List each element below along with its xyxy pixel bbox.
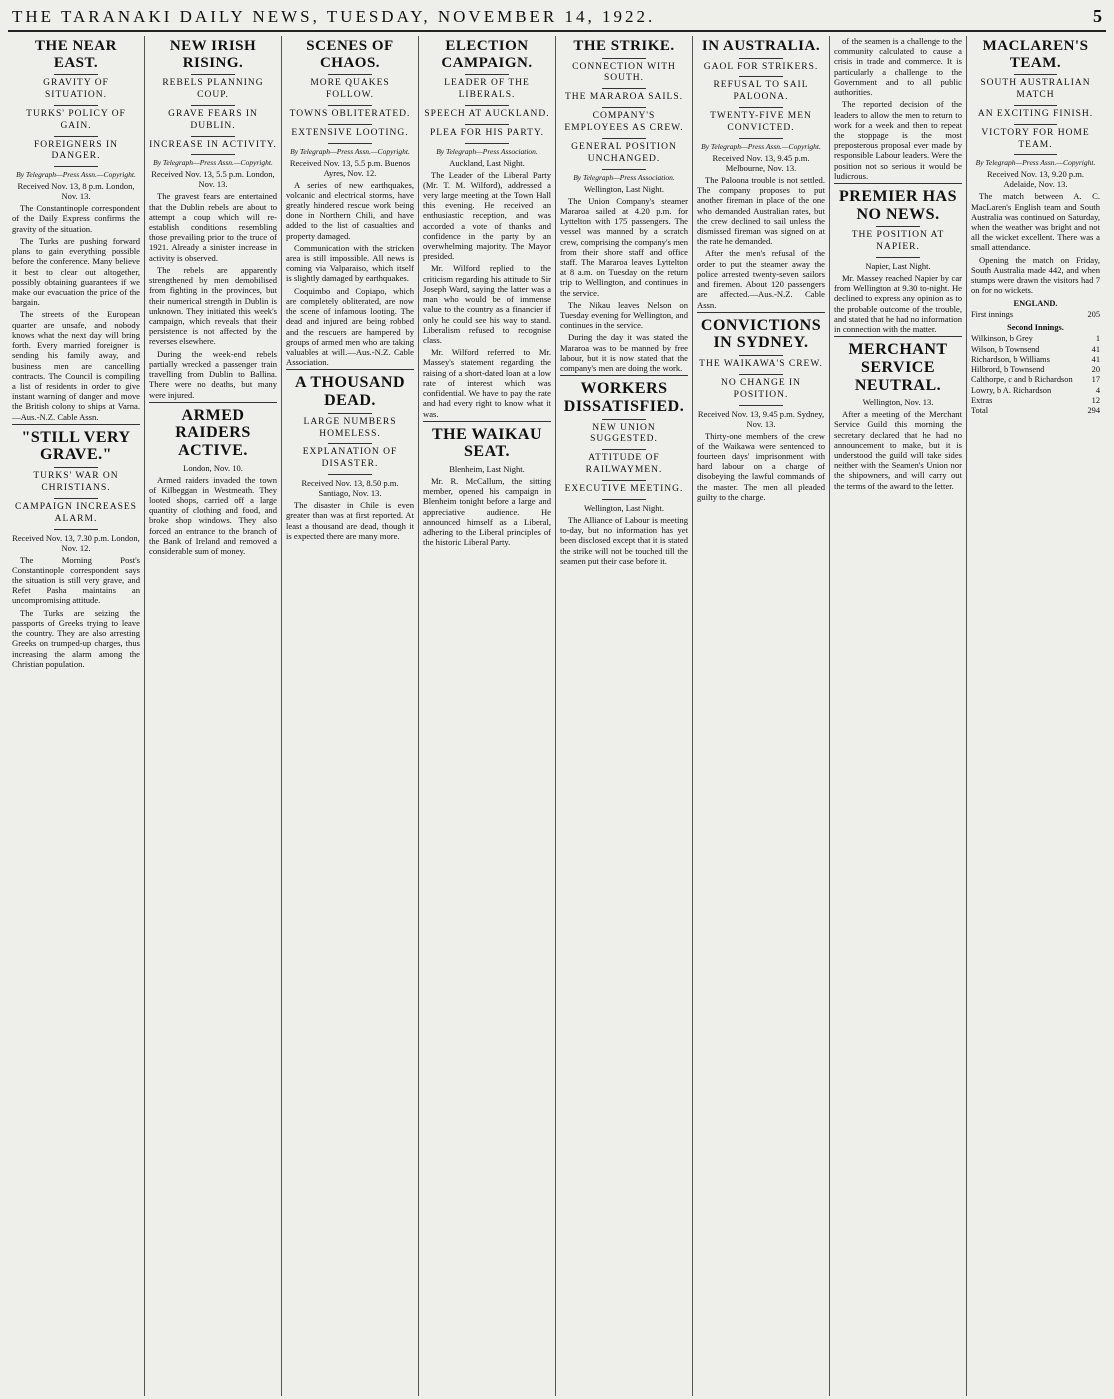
byline: By Telegraph—Press Assn.—Copyright. [701,141,821,151]
divider-rule [191,74,235,75]
headline: THE NEAR EAST. [35,38,117,71]
divider-rule [328,443,372,444]
dateline: Blenheim, Last Night. [449,463,525,474]
paragraph: The Union Company's steamer Mararoa sailed at 4.20 p.m. for Lyttelton with 175 passengers. The vessel was manned by a scratch crew, comprising the company's men from their shore staff and office staff. The Mararoa leaves Lyttelton at 8 a.m. on Tuesday on the return trip to Wellington, and continues in the service. [560,195,688,298]
subheading: TURKS' WAR ON CHRISTIANS. [33,471,119,493]
divider-rule [328,474,372,475]
divider-rule [602,88,646,89]
paragraph: After a meeting of the Merchant Service Guild this morning the secretary declared that he had no announcement to make, but it is understood the guild will take sides neither with the Seamen's Union nor the shipowners, and will carry out the terms of the award to the letter. [834,409,962,491]
article [286,38,414,367]
subheading: THE WAIKAWA'S CREW. [699,358,823,369]
batsman: Calthorpe, c and b Richardson [971,375,1073,385]
masthead [8,6,1106,32]
subheading: VICTORY FOR HOME TEAM. [981,127,1090,150]
batsman: Richardson, b Williams [971,354,1050,364]
byline: By Telegraph—Press Association. [436,146,538,156]
score-row [971,334,1100,344]
subheading: LARGE NUMBERS HOMELESS. [303,416,397,439]
paragraph: The Leader of the Liberal Party (Mr. T. M. Wilford), addressed a very large meeting at the Town Hall this evening. He received an enthusiastic reception, and was accorded a vote of thanks and confidence in the party by an overwhelming majority. The Mayor presided. [423,169,551,262]
column-3 [282,36,419,1396]
score-row [971,355,1100,365]
divider-rule [191,154,235,155]
subheading: THE MARAROA SAILS. [564,92,684,103]
divider-rule [739,107,783,108]
subheading: TURKS' POLICY OF GAIN. [26,108,126,131]
subheading: CONNECTION WITH SOUTH. [572,61,676,84]
innings-label: First innings [971,309,1014,319]
divider-rule [328,143,372,144]
headline: THE WAIKAU SEAT. [423,421,551,461]
dateline: Received Nov. 13, 9.45 p.m. Sydney, Nov. 13. [697,408,825,429]
divider-rule [602,58,646,59]
paragraph: During the week-end rebels partially wrecked a passenger train travelling from Dublin to Ballina. There were no deaths, but many were injured. [149,348,277,400]
dateline: Received Nov. 13, 9.45 p.m. Melbourne, Nov. 13. [712,152,810,173]
divider-rule [54,166,98,167]
divider-rule [1014,154,1058,155]
divider-rule [739,374,783,375]
runs: 41 [1091,344,1100,354]
masthead-title: THE TARANAKI DAILY NEWS, TUESDAY, NOVEMBER 14, 1922. [12,7,656,26]
article [834,336,962,491]
subheading: LEADER OF THE LIBERALS. [444,78,530,100]
paragraph: Communication with the stricken area is still impossible. All news is coming via Valparaiso, which itself is slightly damaged by earthquakes. [286,242,414,284]
divider-rule [54,74,98,75]
paragraph: Mr. R. McCallum, the sitting member, opened his campaign in Blenheim tonight before a large and appreciative audience. He announced himself as a Liberal, adhering to the Liberal principles of the historic Liberal Party. [423,475,551,548]
subheading: PLEA FOR HIS PARTY. [430,127,544,138]
headline: CONVICTIONS IN SYDNEY. [697,312,825,352]
byline: By Telegraph—Press Assn.—Copyright. [153,158,273,168]
dateline: Received Nov. 13, 8 p.m. London, Nov. 13. [17,181,135,202]
divider-rule [739,58,783,59]
paragraph: The gravest fears are entertained that the Dublin rebels are about to attempt a coup which will re-establish conditions resembling those prevailing prior to the truce of 1921. Already a sinister increase in activity is observed. [149,191,277,263]
divider-rule [602,449,646,450]
article [834,36,962,181]
byline: By Telegraph—Press Association. [573,172,675,182]
headline: ARMED RAIDERS ACTIVE. [149,402,277,460]
score-row [971,386,1100,396]
headline: WORKERS DISSATISFIED. [560,375,688,415]
total-value: 294 [1087,406,1100,416]
headline: PREMIER HAS NO NEWS. [834,183,962,223]
article [560,38,688,373]
divider-rule [602,480,646,481]
batsman: Wilson, b Townsend [971,344,1040,354]
article [697,38,825,310]
headline: SCENES OF CHAOS. [306,38,394,71]
divider-rule [54,529,98,530]
dateline: Received Nov. 13, 9.20 p.m. Adelaide, Nov. 13. [987,169,1084,190]
subheading: INCREASE IN ACTIVITY. [149,139,277,150]
paragraph: The Paloona trouble is not settled. The company proposes to put another fireman in place of the one who demanded Australian rates, but the crew declined to sail unless the dismissed fireman was signed on at the rate he demanded. [697,174,825,247]
subheading: ATTITUDE OF RAILWAYMEN. [585,453,663,476]
score-row [971,396,1100,406]
paragraph: Mr. Wilford referred to Mr. Massey's statement regarding the raising of a short-dated loan at a low rate of interest which was confidential. We have to pay the rate and had every right to know what it was. [423,347,551,419]
headline: NEW IRISH RISING. [169,38,257,71]
headline: IN AUSTRALIA. [701,38,821,54]
paragraph: The disaster in Chile is even greater than was at first reported. At least a thousand are dead, though it is expected there are many more. [286,500,414,541]
subheading: NEW UNION SUGGESTED. [590,422,658,445]
paragraph: The Alliance of Labour is meeting to-day, but no information has yet been disclosed except that it is stated the strike will not be touched till the seamen put their case before it. [560,514,688,566]
subheading: TOWNS OBLITERATED. [289,108,411,119]
subheading: COMPANY'S EMPLOYEES AS CREW. [564,111,684,133]
innings-total: 205 [1087,309,1100,319]
paragraph: of the seamen is a challenge to the community calculated to cause a crisis in trade and commerce. It is particularly a challenge to the Government and to all public authorities. [834,36,962,98]
paragraph: The rebels are apparently strengthened by men demobilised from fighting in the provinces, but their numerical strength in Dublin is unknown. They initiated this week's campaign, which reveals that their persistence is not affected by the reverses elsewhere. [149,264,277,347]
divider-rule [876,257,920,258]
paragraph: The match between A. C. MacLaren's English team and South Australia was continued on Saturday, when the weather was bright and not all the wicket excellent. There was a small attendance. [971,191,1100,253]
subheading: GAOL FOR STRIKERS. [703,61,819,72]
subheading: GENERAL POSITION UNCHANGED. [571,141,677,164]
column-2 [145,36,282,1396]
runs: 12 [1091,395,1100,405]
batsman: Lowry, b A. Richardson [971,385,1052,395]
article [971,38,1100,296]
subheading: NO CHANGE IN POSITION. [720,377,802,400]
paragraph: The reported decision of the leaders to allow the men to return to work for a week and then to repeat the stoppage is the most preposterous proposal ever made by responsible Labour leaders. Were the position not so serious it would be ludicrous. [834,99,962,181]
subheading: GRAVITY OF SITUATION. [43,78,109,100]
dateline: Auckland, Last Night. [449,157,525,168]
article [12,38,140,422]
subheading: THE POSITION AT NAPIER. [851,230,945,253]
divider-rule [739,405,783,406]
batsman: Extras [971,395,993,405]
subheading: CAMPAIGN INCREASES ALARM. [15,501,137,524]
divider-rule [328,74,372,75]
divider-rule [876,226,920,227]
paragraph: A series of new earthquakes, volcanic and electrical storms, have greatly hindered rescue work being done in Northern Chili, and have added to the list of casualties and property damaged. [286,179,414,241]
dateline: Wellington, Last Night. [583,502,665,513]
paragraph: Thirty-one members of the crew of the Waikawa were sentenced to fourteen days' imprisonment with hard labour on a charge of disobeying the lawful commands of the master. The men all pleaded guilty to the charge. [697,430,825,502]
subheading: AN EXCITING FINISH. [977,108,1094,119]
divider-rule [54,498,98,499]
divider-rule [1014,105,1058,106]
subheading: MORE QUAKES FOLLOW. [310,78,390,100]
dateline: London, Nov. 10. [183,462,243,473]
paragraph: The streets of the European quarter are unsafe, and nobody knows what the next day will bring forth. Every married foreigner is sending his family away, and business men are cancelling contracts. The Council is compiling a list of residents in order to give instant warning of danger and move the British colony to ships at Varna.—Aus.-N.Z. Cable Assn. [12,309,140,422]
page-number: 5 [1093,6,1102,26]
article [149,402,277,557]
score-row [971,345,1100,355]
paragraph: After the men's refusal of the order to put the steamer away the police arrested twenty-seven sailors and firemen. About 120 passengers are affected.—Aus.-N.Z. Cable Assn. [697,248,825,310]
divider-rule [739,76,783,77]
divider-rule [602,499,646,500]
paragraph: The Nikau leaves Nelson on Tuesday evening for Wellington, and continues in the service. [560,299,688,331]
article [423,421,551,548]
paragraph: Armed raiders invaded the town of Kilbeggan in Westmeath. They looted shops, carried off a large quantity of clothing and food, and broke shop windows. They also forced an entrance to the branch of the Bank of Ireland and removed a considerable sum of money. [149,474,277,557]
batsman: Wilkinson, b Grey [971,334,1033,344]
divider-rule [328,105,372,106]
paragraph: Mr. Massey reached Napier by car from Wellington at 9.30 to-night. He declined to express any opinion as to the probable outcome of the trouble, and stated that he had no information in connection with the matter. [834,273,962,335]
dateline: Received Nov. 13, 7.30 p.m. London, Nov. 12. [12,532,140,553]
column-8 [967,36,1104,1396]
divider-rule [1014,124,1058,125]
scorecard-title: ENGLAND. [1013,298,1058,308]
headline: THE STRIKE. [573,38,675,54]
column-1 [8,36,145,1396]
total-label: Total [971,406,989,416]
runs: 17 [1091,375,1100,385]
runs: 20 [1091,365,1100,375]
paragraph: The Turks are pushing forward plans to gain everything possible before the conference. Many believe it best to clear out altogether, possibly obtaining guarantees if we make our evacuation the price of the bargain. [12,235,140,308]
article [149,38,277,400]
article [286,369,414,541]
byline: By Telegraph—Press Assn.—Copyright. [16,170,136,180]
divider-rule [465,143,509,144]
subheading: TWENTY-FIVE MEN CONVICTED. [710,111,812,133]
headline: MERCHANT SERVICE NEUTRAL. [834,336,962,394]
paragraph: The Constantinople correspondent of the Daily Express confirms the gravity of the situation. [12,203,140,234]
divider-rule [465,74,509,75]
dateline: Received Nov. 13, 8.50 p.m. Santiago, Nov. 13. [301,478,399,499]
dateline: Wellington, Last Night. [583,183,665,194]
subheading: EXPLANATION OF DISASTER. [302,447,398,470]
batsman: Hilbrord, b Townsend [971,365,1045,375]
subheading: EXTENSIVE LOOTING. [291,127,409,138]
divider-rule [328,413,372,414]
byline: By Telegraph—Press Assn.—Copyright. [290,146,410,156]
divider-rule [328,124,372,125]
column-4 [419,36,556,1396]
paragraph: The Turks are seizing the passports of Greeks trying to leave the country. They are also arresting Greeks on trumped-up charges, thus increasing the alarm among the Christian population. [12,607,140,669]
article [697,312,825,502]
divider-rule [602,169,646,170]
divider-rule [602,419,646,420]
article [834,183,962,334]
subheading: EXECUTIVE MEETING. [564,484,684,495]
paragraph: Coquimbo and Copiapo, which are completely obliterated, are now the scene of infamous looting. The dead and injured are being robbed and the rescuers are hampered by groups of armed men who are taking valuables at will.—Aus.-N.Z. Cable Association. [286,285,414,368]
divider-rule [739,138,783,139]
divider-rule [602,138,646,139]
divider-rule [54,467,98,468]
dateline: Napier, Last Night. [865,261,931,271]
subheading: REBELS PLANNING COUP. [162,78,264,100]
divider-rule [191,136,235,137]
divider-rule [739,355,783,356]
subheading: FOREIGNERS IN DANGER. [34,139,118,162]
columns-container [8,36,1106,1396]
score-row [971,365,1100,375]
headline: ELECTION CAMPAIGN. [441,38,533,71]
subheading: SPEECH AT AUCKLAND. [424,108,550,119]
runs: 41 [1091,354,1100,364]
headline: MACLAREN'S TEAM. [982,38,1089,71]
subheading: REFUSAL TO SAIL PALOONA. [713,80,809,103]
headline: A THOUSAND DEAD. [286,369,414,409]
article [423,38,551,419]
article [560,375,688,566]
column-6 [693,36,830,1396]
dateline: Received Nov. 13, 5.5 p.m. London, Nov. 13. [151,169,275,190]
dateline: Received Nov. 13, 5.5 p.m. Buenos Ayres, Nov. 12. [289,157,411,178]
byline: By Telegraph—Press Assn.—Copyright. [975,158,1096,168]
column-5 [556,36,693,1396]
subheading: GRAVE FEARS IN DUBLIN. [168,108,258,131]
score-row [971,375,1100,385]
paragraph: During the day it was stated the Mararoa was to be manned by free labour, but it is now stated that the company's men are doing the work. [560,332,688,374]
divider-rule [465,105,509,106]
innings-row [971,310,1100,320]
divider-rule [54,105,98,106]
divider-rule [602,107,646,108]
column-7 [830,36,967,1396]
scorecard [971,299,1100,417]
paragraph: Opening the match on Friday, South Australia made 442, and when stumps were drawn the visitors had 7 on for no wickets. [971,254,1100,296]
subheading: SOUTH AUSTRALIAN MATCH [980,78,1091,100]
paragraph: Mr. Wilford replied to the criticism regarding his attitude to Sir Joseph Ward, saying the latter was a man who would be of immense value to the country as a financier if only he could see his way to stand. Liberalism refused to recognise class. [423,263,551,345]
runs: 4 [1095,385,1100,395]
total-row [971,406,1100,416]
divider-rule [1014,74,1058,75]
runs: 1 [1095,334,1100,344]
second-innings-label: Second Innings. [1007,323,1064,333]
article [12,424,140,669]
divider-rule [54,136,98,137]
headline: "STILL VERY GRAVE." [12,424,140,464]
dateline: Wellington, Nov. 13. [862,397,934,408]
divider-rule [465,124,509,125]
divider-rule [191,105,235,106]
paragraph: The Morning Post's Constantinople correspondent says the situation is still very grave, and Refet Pasha maintains an uncompromising attitude. [12,554,140,606]
